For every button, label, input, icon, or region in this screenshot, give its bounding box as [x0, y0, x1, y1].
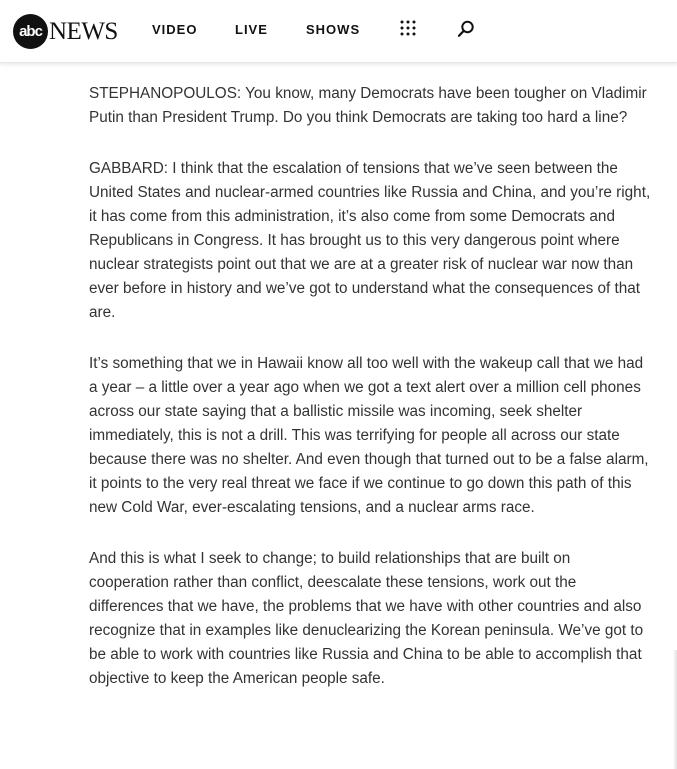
site-header [0, 0, 677, 63]
nav-video-link[interactable]: VIDEO [152, 22, 198, 37]
article-paragraph-2: GABBARD: I think that the escalation of tensions that we’ve seen between the United States and nuclear-armed countries like Russia and China, and you’re right, it has come from this administration, it’s also come from some Democrats and Republicans in Congress. It has brought us to this very dangerous point where nuclear strategists point out that we are at a greater risk of nuclear war now than ever before in history and we’ve got to understand what the consequences of that are. [89, 160, 651, 321]
news-logo-text: NEWS [49, 17, 118, 45]
grid-menu-icon[interactable] [400, 20, 416, 36]
nav-live-link[interactable]: LIVE [235, 22, 268, 37]
search-icon[interactable] [457, 20, 475, 38]
side-panel-edge [673, 650, 677, 769]
article-paragraph-3: It’s something that we in Hawaii know all too well with the wakeup call that we had a year – a little over a year ago when we got a text alert over a million cell phones across our state saying that a ballistic missile was incoming, seek shelter immediately, this is not a drill. This was terrifying for people all across our state because there was no shelter. And even though that turned out to be a false alarm, it points to the very real threat we face if we continue to go down this path of this new Cold War, ever-escalating tensions, and a nuclear arms race. [89, 355, 649, 516]
article-paragraph-1: STEPHANOPOULOS: You know, many Democrats have been tougher on Vladimir Putin than President Trump. Do you think Democrats are taking too hard a line? [89, 85, 647, 126]
abc-logo-mark: abc [13, 14, 48, 49]
article-body [89, 82, 651, 718]
abc-news-logo[interactable] [13, 13, 118, 49]
nav-shows-link[interactable]: SHOWS [306, 22, 361, 37]
article-paragraph-4: And this is what I seek to change; to build relationships that are built on cooperation rather than conflict, deescalate these tensions, work out the differences that we have, the problems that we have with other countries and also recognize that in examples like denuclearizing the Korean peninsula. We’ve got to be able to work with countries like Russia and China to be able to accomplish that objective to keep the American people safe. [89, 550, 644, 687]
